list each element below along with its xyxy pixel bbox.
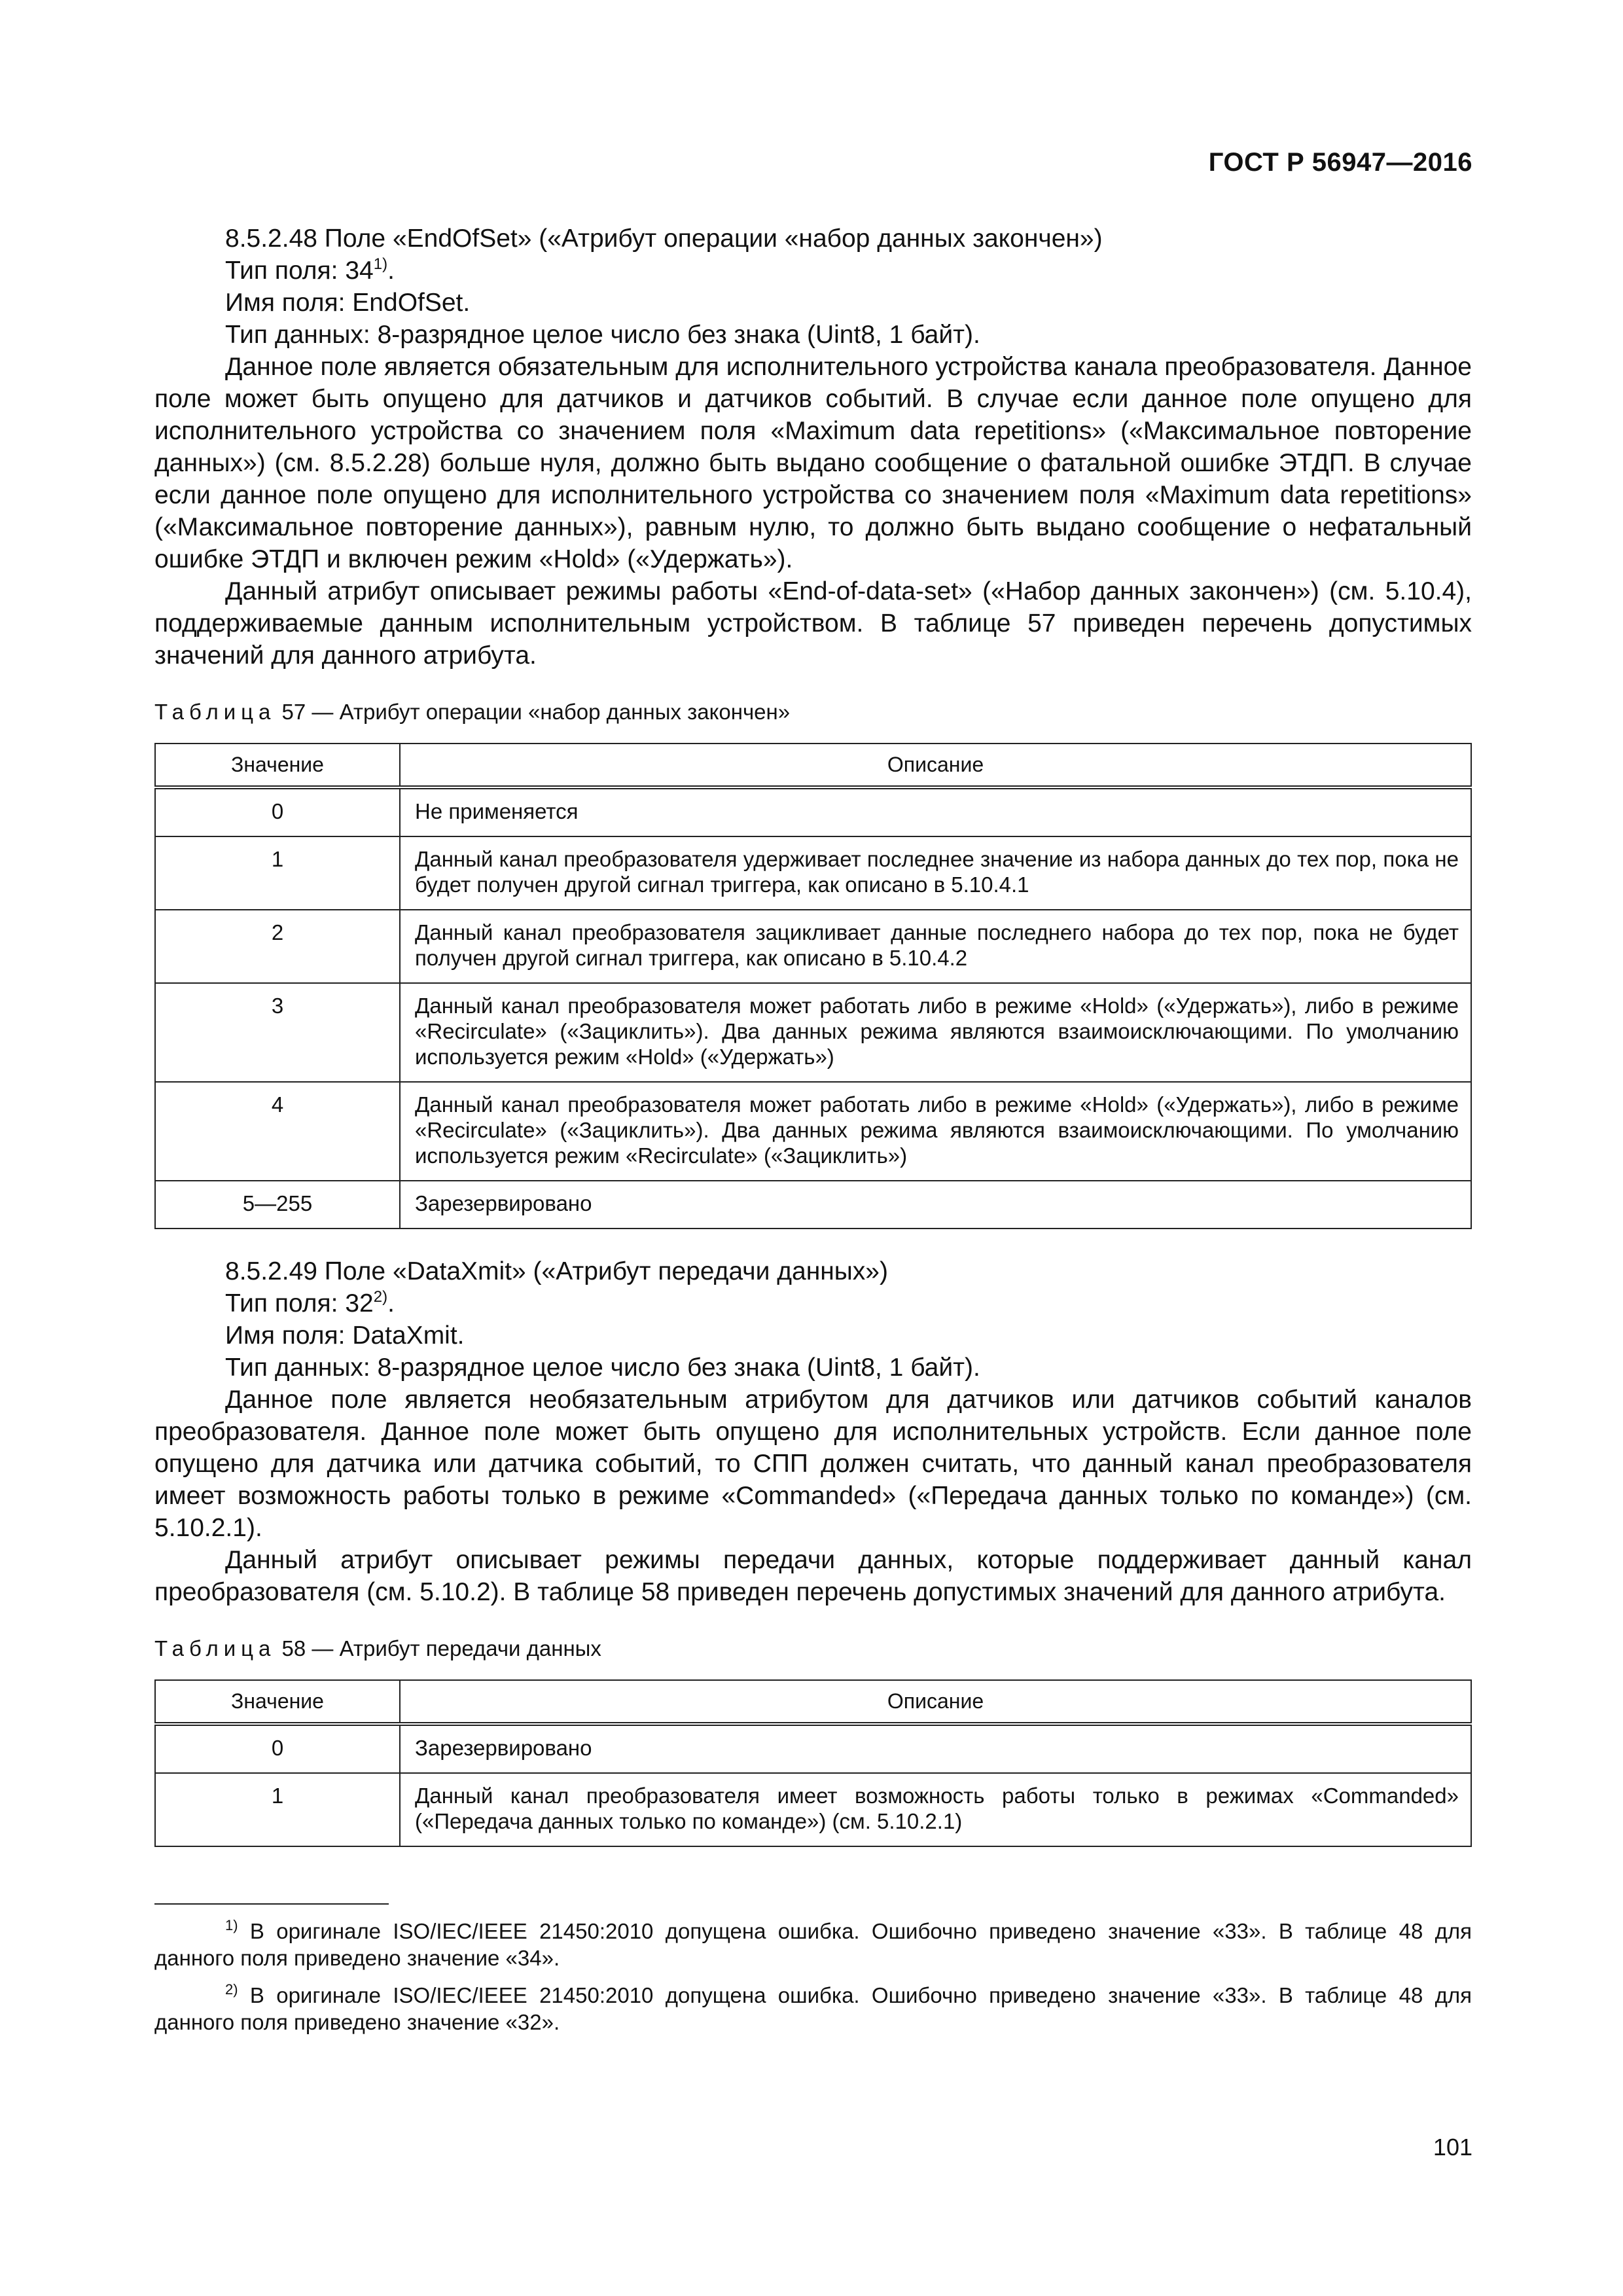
column-header-value: Значение (155, 1680, 400, 1724)
body-paragraph: Данный атрибут описывает режимы передачи данных, которые поддерживает данный канал преобразователя (см. 5.10.2). В таблице 58 приведен перечень допустимых значений для данного атрибута. (154, 1546, 1472, 1606)
field-type-line: Тип поля: 34$^{1)}$. (225, 255, 395, 285)
cell-value: 2 (155, 910, 400, 983)
cell-description: Данный канал преобразователя удерживает последнее значение из набора данных до тех пор, пока не будет получен другой сигнал триггера, как описано в 5.10.4.1 (400, 836, 1471, 910)
page-content (154, 223, 1472, 2046)
cell-description: Данный канал преобразователя имеет возможность работы только в режимах «Commanded» («Передача данных только по команде») (см. 5.10.2.1) (400, 1773, 1471, 1846)
footnote-text: В оригинале ISO/IEC/IEEE 21450:2010 допущена ошибка. Ошибочно приведено значение «33». В таблице 48 для данного поля приведено значение «34». (154, 1919, 1472, 1970)
table-58 (154, 1679, 1472, 1847)
column-header-value: Значение (155, 744, 400, 787)
column-header-description: Описание (400, 1680, 1471, 1724)
cell-value: 3 (155, 983, 400, 1082)
cell-description: Данный канал преобразователя может работать либо в режиме «Hold» («Удержать»), либо в режиме «Recirculate» («Зациклить»). Два данных режима являются взаимоисключающими. По умолчанию используется режим «Recirculate» («Зациклить») (400, 1082, 1471, 1181)
table-caption-word: Таблица (154, 1636, 276, 1660)
footnote-ref-1[interactable]: 1) (373, 255, 388, 273)
column-header-description: Описание (400, 744, 1471, 787)
table-caption-word: Таблица (154, 700, 276, 724)
cell-description: Данный канал преобразователя может работать либо в режиме «Hold» («Удержать»), либо в режиме «Recirculate» («Зациклить»). Два данных режима являются взаимоисключающими. По умолчанию используется режим «Hold» («Удержать») (400, 983, 1471, 1082)
table-row (155, 1773, 1471, 1846)
field-type-text: Тип поля: 34 (225, 257, 374, 285)
table-header-row (155, 1680, 1471, 1724)
table-header-row (155, 744, 1471, 787)
cell-value: 0 (155, 1724, 400, 1773)
body-paragraph: Данный атрибут описывает режимы работы «End-of-data-set» («Набор данных закончен») (см. 5.10.4), поддерживаемые данным исполнительным устройством. В таблице 57 приведен перечень допустимых значений для данного атрибута. (154, 577, 1472, 670)
page-number: 101 (1433, 2134, 1472, 2161)
table-row (155, 983, 1471, 1082)
section-title-dataxmit: 8.5.2.49 Поле «DataXmit» («Атрибут передачи данных») (225, 1257, 888, 1285)
cell-description: Зарезервировано (400, 1181, 1471, 1229)
cell-description: Не применяется (400, 787, 1471, 836)
footnote-mark: 1) (225, 1917, 238, 1933)
field-name-line: Имя поля: EndOfSet. (225, 289, 471, 317)
footnote-mark: 2) (225, 1981, 238, 1998)
table-row (155, 787, 1471, 836)
footnote-separator (154, 1903, 389, 1905)
document-code: ГОСТ Р 56947—2016 (1208, 148, 1472, 177)
section-title-endofset: 8.5.2.48 Поле «EndOfSet» («Атрибут операции «набор данных закончен») (225, 224, 1103, 253)
table-caption-57: Таблица 57 — Атрибут операции «набор данных закончен» (154, 700, 791, 724)
table-row (155, 1724, 1471, 1773)
table-caption-58: Таблица 58 — Атрибут передачи данных (154, 1636, 601, 1660)
field-type-text: Тип поля: 32 (225, 1289, 374, 1318)
cell-value: 1 (155, 836, 400, 910)
cell-value: 5—255 (155, 1181, 400, 1229)
footnote-ref-2[interactable]: 2) (373, 1288, 388, 1306)
cell-description: Зарезервировано (400, 1724, 1471, 1773)
table-row (155, 1181, 1471, 1229)
field-name-line: Имя поля: DataXmit. (225, 1321, 465, 1350)
footnote-text: В оригинале ISO/IEC/IEEE 21450:2010 допущена ошибка. Ошибочно приведено значение «33». В таблице 48 для данного поля приведено значение «32». (154, 1983, 1472, 2034)
body-paragraph: Данное поле является обязательным для исполнительного устройства канала преобразователя. Данное поле может быть опущено для датчиков и датчиков событий. В случае если данное поле опущено для исполнительного устройства со значением поля «Maximum data repetitions» («Максимальное повторение данных») (см. 8.5.2.28) больше нуля, должно быть выдано сообщение о фатальной ошибке ЭТДП. В случае если данное поле опущено для исполнительного устройства со значением поля «Maximum data repetitions» («Максимальное повторение данных»), равным нулю, то должно быть выдано сообщение о нефатальный ошибке ЭТДП и включен режим «Hold» («Удержать»). (154, 353, 1472, 573)
cell-description: Данный канал преобразователя зацикливает данные последнего набора до тех пор, пока не будет получен другой сигнал триггера, как описано в 5.10.4.2 (400, 910, 1471, 983)
data-type-line: Тип данных: 8-разрядное целое число без знака (Uint8, 1 байт). (225, 1354, 980, 1382)
table-row (155, 836, 1471, 910)
table-row (155, 1082, 1471, 1181)
table-row (155, 910, 1471, 983)
cell-value: 1 (155, 1773, 400, 1846)
cell-value: 0 (155, 787, 400, 836)
cell-value: 4 (155, 1082, 400, 1181)
data-type-line: Тип данных: 8-разрядное целое число без знака (Uint8, 1 байт). (225, 321, 980, 349)
footnote-1 (154, 1918, 1472, 1971)
footnote-2 (154, 1982, 1472, 2036)
field-type-line: Тип поля: 32$^{2)}$. (225, 1288, 395, 1318)
body-paragraph: Данное поле является необязательным атрибутом для датчиков или датчиков событий каналов преобразователя. Данное поле может быть опущено для исполнительных устройств. Если данное поле опущено для датчика или датчика событий, то СПП должен считать, что данный канал преобразователя имеет возможность работы только в режиме «Commanded» («Передача данных только по команде») (см. 5.10.2.1). (154, 1386, 1472, 1542)
table-57 (154, 743, 1472, 1229)
